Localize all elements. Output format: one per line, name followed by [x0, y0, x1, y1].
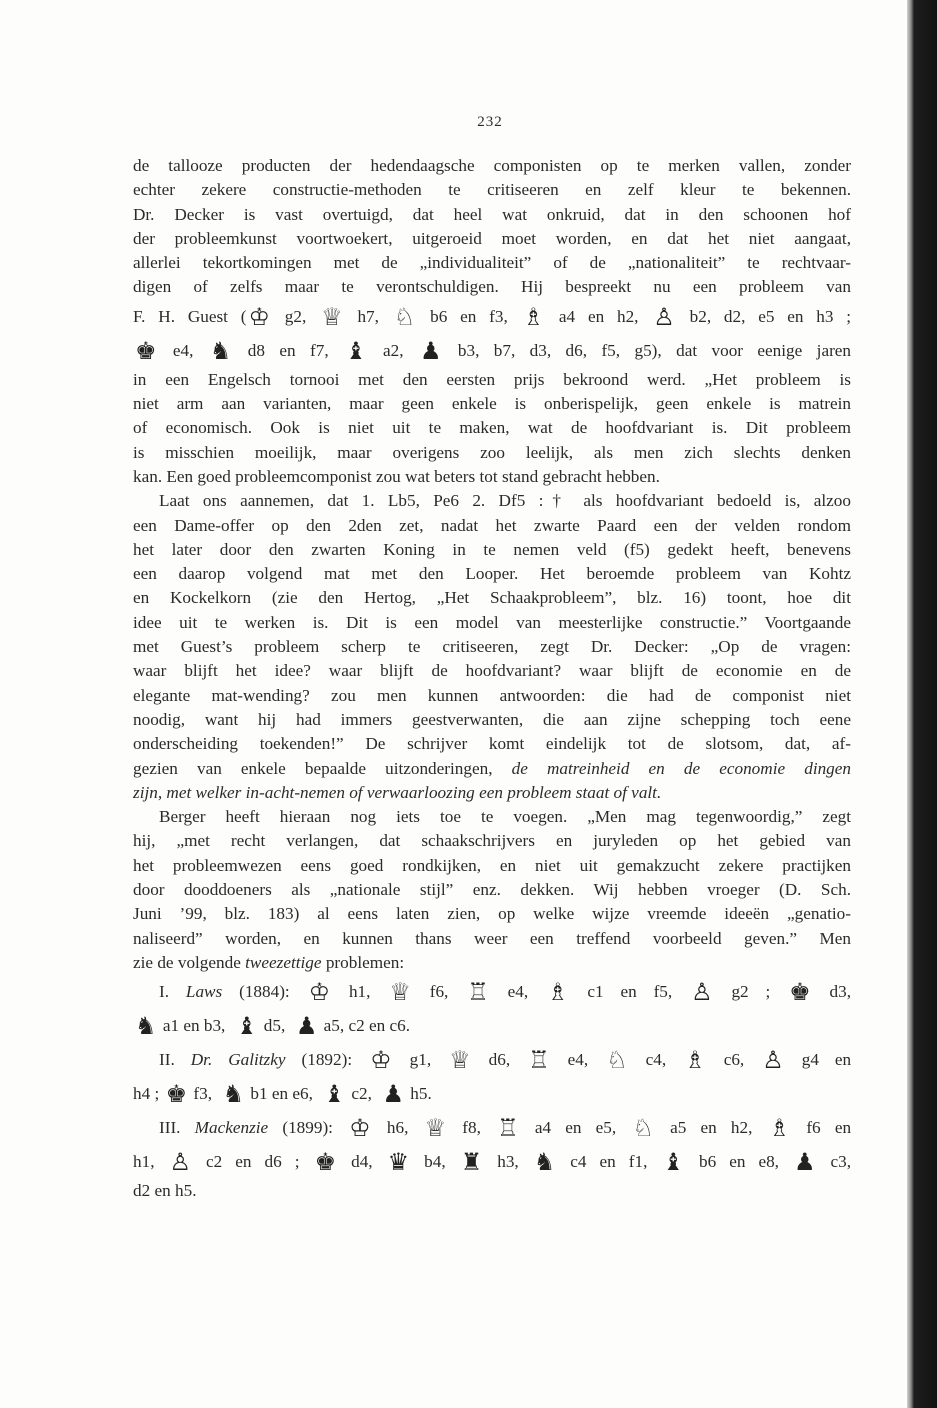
text-line: kan. Een goed probleemcomponist zou wat beters tot stand gebracht hebben. — [133, 466, 660, 486]
text-fragment: h1, — [332, 982, 371, 1002]
text-line: allerlei tekortkomingen met de „individualiteit” of de „nationaliteit” te rechtvaar- — [133, 253, 851, 273]
page-number: 232 — [477, 114, 503, 130]
body-text — [133, 154, 851, 1204]
problem-year: (1899): — [282, 1118, 333, 1138]
text-fragment: f6, — [412, 982, 449, 1002]
white-rook-icon: ♖ — [528, 1046, 550, 1075]
white-king-icon: ♔ — [308, 978, 331, 1007]
paragraph-1 — [133, 154, 851, 489]
text-line: hij, „met recht verlangen, dat schaakschrijvers en juryleden op het gebied van — [133, 831, 851, 851]
text-fragment: gezien van enkele bepaalde uitzonderingen, — [133, 758, 493, 778]
italic-fragment: zijn, met welker in-acht-nemen of verwaarloozing een probleem staat of valt. — [133, 782, 662, 802]
white-bishop-icon: ♗ — [768, 1114, 791, 1143]
white-pawn-icon: ♙ — [653, 302, 675, 331]
text-line-with-pieces — [133, 975, 851, 1009]
white-king-icon: ♔ — [370, 1046, 392, 1075]
text-line: een Dame-offer op den 2den zet, nadat het zwarte Paard een der velden rondom — [133, 515, 851, 535]
text-fragment: c1 en f5, — [570, 982, 673, 1002]
text-line: Dr. Decker is vast overtuigd, dat heel wat onkruid, dat in den schoonen hof — [133, 204, 851, 224]
text-fragment: c3, — [817, 1152, 852, 1172]
text-fragment: g2, — [271, 306, 307, 326]
problem-3 — [133, 1111, 851, 1203]
black-rook-icon: ♜ — [460, 1148, 483, 1177]
text-line: waar blijft het idee? waar blijft de hoofdvariant? waar blijft de economie en de — [133, 661, 851, 681]
text-line — [133, 781, 851, 805]
problem-number: I. — [159, 982, 170, 1002]
black-queen-icon: ♛ — [387, 1148, 410, 1177]
white-pawn-icon: ♙ — [762, 1046, 784, 1075]
text-line-with-pieces — [133, 1077, 851, 1111]
text-line: met Guest’s probleem scherp te critiseeren, zegt Dr. Decker: „Op de vragen: — [133, 637, 851, 657]
text-fragment: a4 en h2, — [546, 306, 639, 326]
text-fragment: problemen: — [325, 952, 405, 972]
text-fragment: e4, — [551, 1050, 589, 1070]
text-fragment: g4 en — [785, 1050, 852, 1070]
text-fragment: F. H. Guest ( — [133, 306, 247, 326]
text-line: Juni ’99, blz. 183) al eens laten zien, op welke wijze vreemde ideeën „genatio- — [133, 904, 851, 924]
text-line: elegante mat-wending? zou men kunnen antwoorden: die had de componist niet — [133, 685, 851, 705]
text-line: het later door den zwarten Koning in te nemen veld (f5) gedekt heeft, benevens — [133, 539, 851, 559]
problem-1 — [133, 975, 851, 1043]
text-fragment: h4 ; — [133, 1084, 160, 1104]
text-fragment: a4 en e5, — [520, 1118, 617, 1138]
text-fragment: e4, — [158, 340, 194, 360]
problem-number: II. — [159, 1050, 175, 1070]
text-fragment: b2, d2, e5 en h3 ; — [676, 306, 852, 326]
text-fragment: c2, — [347, 1084, 372, 1104]
text-fragment: f8, — [448, 1118, 481, 1138]
text-fragment: g2 ; — [714, 982, 771, 1002]
white-bishop-icon: ♗ — [684, 1046, 706, 1075]
black-king-icon: ♚ — [314, 1148, 337, 1177]
text-line-with-pieces — [133, 300, 851, 334]
white-queen-icon: ♕ — [449, 1046, 471, 1075]
black-pawn-icon: ♟ — [295, 1012, 318, 1041]
text-line-with-pieces — [133, 1111, 851, 1145]
text-fragment: d4, — [338, 1152, 373, 1172]
text-line-with-pieces — [133, 1009, 851, 1043]
text-line: is misschien moeilijk, maar overigens zoo leelijk, als men zich slechts denken — [133, 442, 851, 462]
text-line: het probleemwezen eens goed rondkijken, en niet uit gemakzucht zekere practijken — [133, 855, 851, 875]
text-fragment: c4 en f1, — [557, 1152, 648, 1172]
black-knight-icon: ♞ — [135, 1012, 157, 1041]
text-line: en Kockelkorn (zie den Hertog, „Het Schaakprobleem”, blz. 16) toont, hoe dit — [133, 588, 851, 608]
text-line — [133, 757, 851, 781]
text-line: de tallooze producten der hedendaagsche componisten op te merken vallen, zonder — [133, 156, 851, 175]
text-line: d2 en h5. — [133, 1181, 197, 1201]
text-fragment: d6, — [472, 1050, 511, 1070]
italic-fragment: de matreinheid en de economie dingen — [511, 758, 852, 778]
black-bishop-icon: ♝ — [235, 1012, 258, 1041]
text-fragment: a5 en h2, — [655, 1118, 753, 1138]
text-fragment: f6 en — [792, 1118, 852, 1138]
black-bishop-icon: ♝ — [323, 1080, 346, 1109]
white-queen-icon: ♕ — [389, 978, 411, 1007]
text-fragment: h1, — [133, 1152, 155, 1172]
text-fragment: h3, — [484, 1152, 519, 1172]
text-fragment: h5. — [405, 1084, 432, 1104]
text-fragment: a2, — [368, 340, 404, 360]
black-knight-icon: ♞ — [209, 336, 232, 365]
black-king-icon: ♚ — [135, 336, 157, 365]
white-bishop-icon: ♗ — [522, 302, 545, 331]
text-line-with-pieces — [133, 1043, 851, 1077]
white-knight-icon: ♘ — [393, 302, 416, 331]
white-king-icon: ♔ — [349, 1114, 371, 1143]
text-fragment: b1 en e6, — [246, 1084, 313, 1104]
text-line: Laat ons aannemen, dat 1. Lb5, Pe6 2. Df5 :† als hoofdvariant bedoeld is, alzoo — [159, 491, 851, 511]
text-line: digen of zelfs maar te verontschuldigen. Hij bespreekt nu een probleem van — [133, 277, 851, 297]
text-fragment: h7, — [344, 306, 379, 326]
italic-fragment: tweezettige — [245, 952, 322, 972]
problem-author: Laws — [185, 982, 223, 1002]
black-king-icon: ♚ — [165, 1080, 188, 1109]
problem-year: (1884): — [239, 982, 290, 1002]
white-rook-icon: ♖ — [497, 1114, 519, 1143]
white-queen-icon: ♕ — [424, 1114, 447, 1143]
text-fragment: b6 en f3, — [417, 306, 508, 326]
text-fragment: b4, — [411, 1152, 446, 1172]
black-knight-icon: ♞ — [222, 1080, 245, 1109]
text-fragment: b6 en e8, — [685, 1152, 779, 1172]
problem-year: (1892): — [301, 1050, 353, 1070]
white-bishop-icon: ♗ — [547, 978, 569, 1007]
white-knight-icon: ♘ — [632, 1114, 654, 1143]
black-pawn-icon: ♟ — [794, 1148, 816, 1177]
black-knight-icon: ♞ — [533, 1148, 556, 1177]
text-fragment: d5, — [259, 1016, 286, 1036]
text-line: Berger heeft hieraan nog iets toe te voegen. „Men mag tegenwoordig,” zegt — [159, 807, 851, 827]
text-line: noodig, want hij had immers geestverwanten, die aan zijne schepping toch eene — [133, 709, 851, 729]
text-fragment: f3, — [189, 1084, 212, 1104]
text-line: door dooddoeners als „nationale stijl” enz. dekken. Wij hebben vroeger (D. Sch. — [133, 880, 851, 900]
text-fragment: d3, — [812, 982, 852, 1002]
black-pawn-icon: ♟ — [382, 1080, 404, 1109]
text-fragment: c4, — [629, 1050, 667, 1070]
text-line: idee uit te werken is. Dit is een model van meesterlijke constructie.” Voortgaande — [133, 612, 851, 632]
text-fragment: h6, — [372, 1118, 409, 1138]
text-fragment: b3, b7, d3, d6, f5, g5), dat voor eenige jaren — [443, 340, 852, 360]
text-fragment: c6, — [707, 1050, 745, 1070]
text-line-with-pieces — [133, 1145, 851, 1179]
text-line — [133, 951, 851, 975]
text-fragment: e4, — [490, 982, 529, 1002]
text-fragment: a1 en b3, — [158, 1016, 226, 1036]
black-bishop-icon: ♝ — [345, 336, 367, 365]
problem-2 — [133, 1043, 851, 1111]
white-rook-icon: ♖ — [467, 978, 489, 1007]
text-fragment: c2 en d6 ; — [193, 1152, 300, 1172]
text-line: of economisch. Ook is niet uit te maken, wat de hoofdvariant is. Dit probleem — [133, 418, 851, 438]
text-fragment: zie de volgende — [133, 952, 241, 972]
black-king-icon: ♚ — [789, 978, 811, 1007]
text-line: onderscheiding toekenden!” De schrijver komt eindelijk tot de slotsom, dat, af- — [133, 734, 851, 754]
text-line: echter zekere constructie-methoden te critiseeren en zelf kleur te bekennen. — [133, 180, 851, 200]
problem-author: Mackenzie — [194, 1118, 269, 1138]
text-line: een daarop volgend mat met den Looper. Het beroemde probleem van Kohtz — [133, 564, 851, 584]
scan-binding-edge — [907, 0, 937, 1408]
text-fragment: g1, — [393, 1050, 432, 1070]
text-line-with-pieces — [133, 334, 851, 368]
paragraph-3 — [133, 805, 851, 975]
text-fragment: a5, c2 en c6. — [319, 1016, 411, 1036]
white-queen-icon: ♕ — [321, 302, 343, 331]
white-pawn-icon: ♙ — [691, 978, 713, 1007]
white-pawn-icon: ♙ — [169, 1148, 192, 1177]
black-pawn-icon: ♟ — [419, 336, 442, 365]
problem-author: Dr. Galitzky — [190, 1050, 286, 1070]
text-line: niet arm aan varianten, maar geen enkele is onberispelijk, geen enkele is matrein — [133, 394, 851, 414]
text-line: naliseerd” worden, en kunnen thans weer een treffend voorbeeld geven.” Men — [133, 928, 851, 948]
black-bishop-icon: ♝ — [662, 1148, 684, 1177]
problem-number: III. — [159, 1118, 181, 1138]
paragraph-2 — [133, 489, 851, 805]
text-line: in een Engelsch tornooi met den eersten prijs bekroond werd. „Het probleem is — [133, 369, 851, 389]
white-king-icon: ♔ — [248, 302, 270, 331]
text-line: der probleemkunst voortwoekert, uitgeroeid moet worden, en dat het niet aangaat, — [133, 228, 851, 248]
text-fragment: d8 en f7, — [233, 340, 329, 360]
white-knight-icon: ♘ — [606, 1046, 628, 1075]
